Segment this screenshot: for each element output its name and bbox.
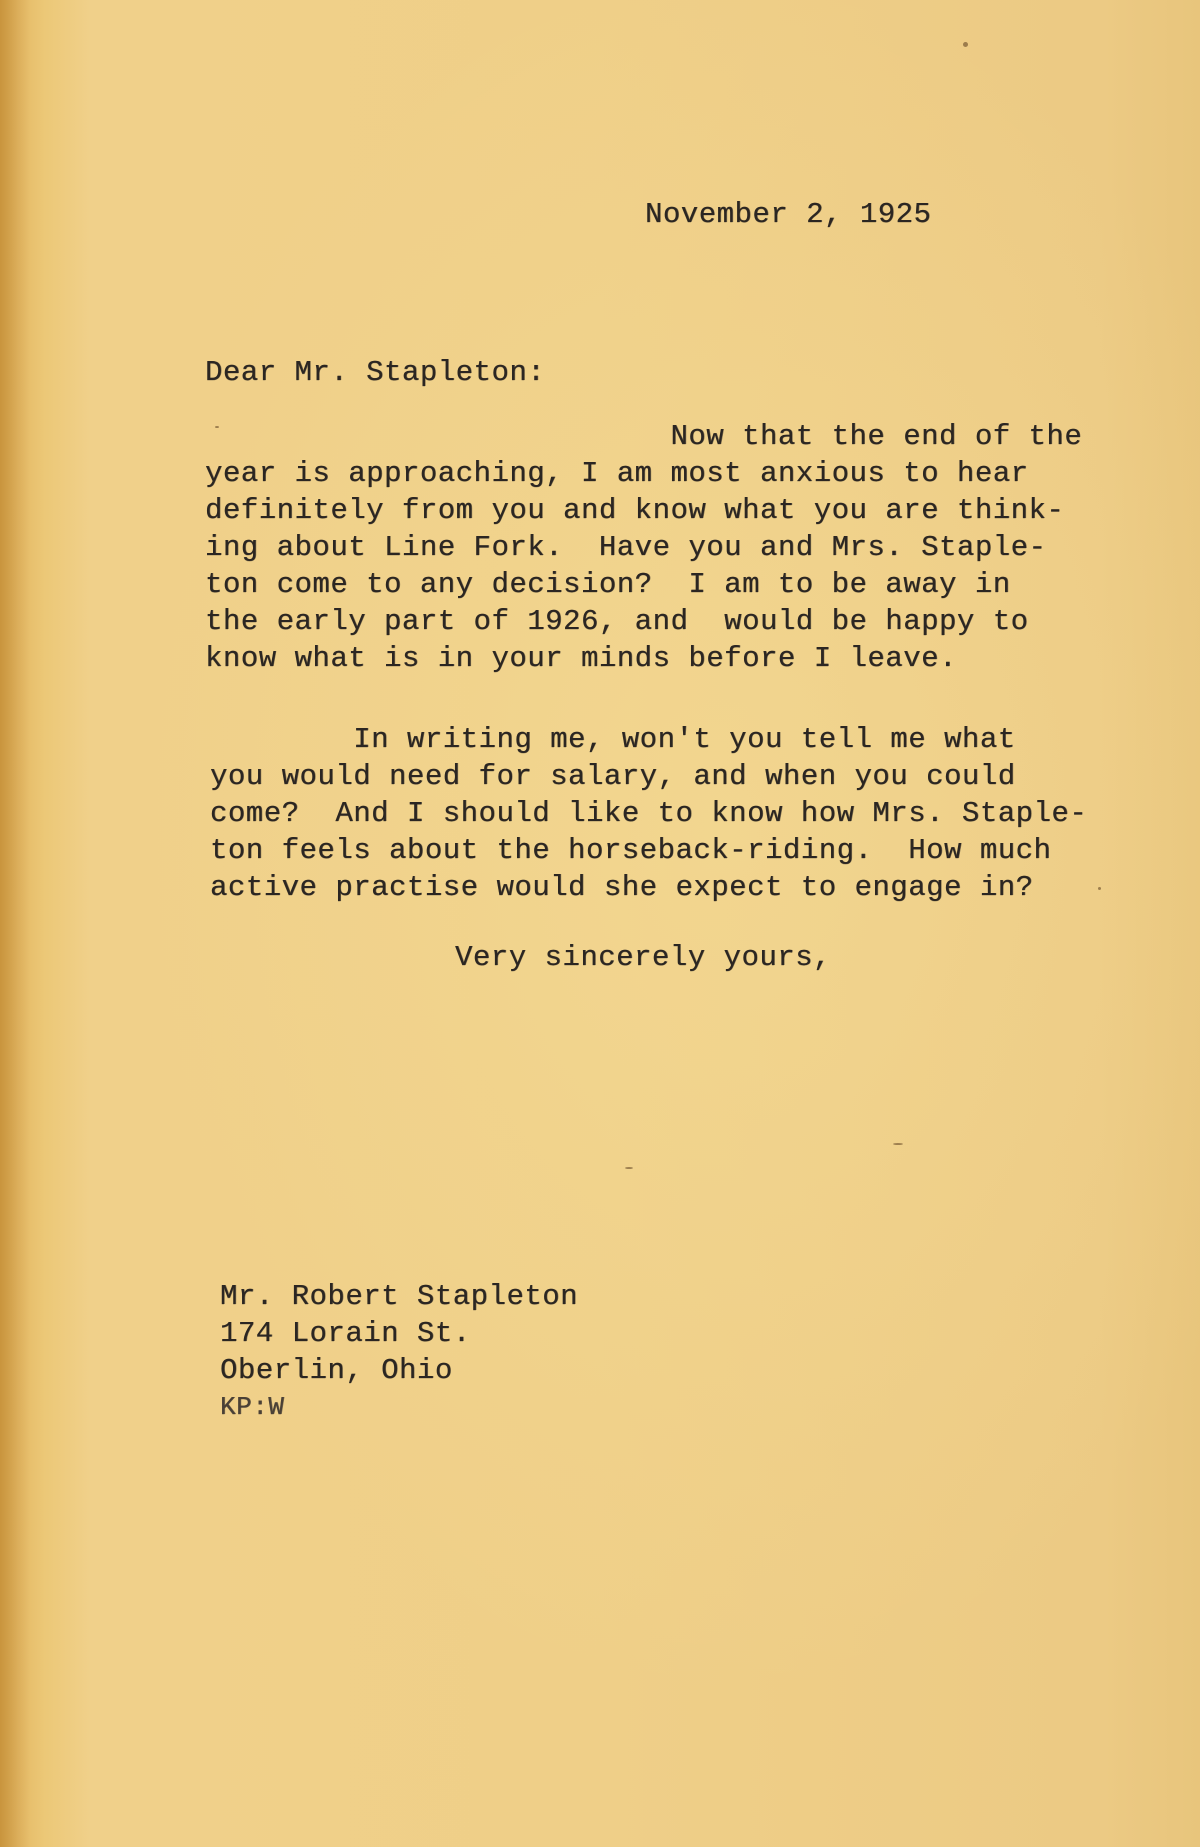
- addressee-street: 174 Lorain St.: [220, 1317, 471, 1350]
- paper-speck: [893, 1143, 903, 1145]
- paragraph-line: In writing me, won't you tell me what: [210, 723, 1016, 756]
- paper-speck: [963, 42, 968, 47]
- paragraph-line: come? And I should like to know how Mrs. Staple-: [210, 797, 1088, 830]
- paper-edge-shadow: [0, 0, 30, 1847]
- addressee-name: Mr. Robert Stapleton: [220, 1280, 579, 1313]
- paragraph-line: you would need for salary, and when you could: [210, 760, 1016, 793]
- paragraph-line: ton come to any decision? I am to be away in: [205, 568, 1011, 601]
- letter-date: November 2, 1925: [645, 198, 932, 231]
- paragraph-line: year is approaching, I am most anxious to hear: [205, 457, 1029, 490]
- paragraph-line: Now that the end of the: [205, 420, 1083, 453]
- paragraph-line: ton feels about the horseback-riding. How much: [210, 834, 1052, 867]
- paragraph-line: know what is in your minds before I leave.: [205, 642, 957, 675]
- reference-initials: KP:W: [220, 1392, 285, 1422]
- paper-speck: [1098, 887, 1101, 890]
- paragraph-line: active practise would she expect to engage in?: [210, 871, 1034, 904]
- paragraph-line: the early part of 1926, and would be happy to: [205, 605, 1029, 638]
- addressee-block: [220, 1278, 578, 1389]
- letter-paragraph-1: [205, 418, 1082, 677]
- letter-closing: Very sincerely yours,: [455, 941, 831, 974]
- paper-speck: [625, 1167, 633, 1169]
- letter-salutation: Dear Mr. Stapleton:: [205, 356, 546, 389]
- paragraph-line: definitely from you and know what you are think-: [205, 494, 1065, 527]
- letter-paragraph-2: [210, 721, 1087, 906]
- paragraph-line: ing about Line Fork. Have you and Mrs. Staple-: [205, 531, 1047, 564]
- addressee-city: Oberlin, Ohio: [220, 1354, 453, 1387]
